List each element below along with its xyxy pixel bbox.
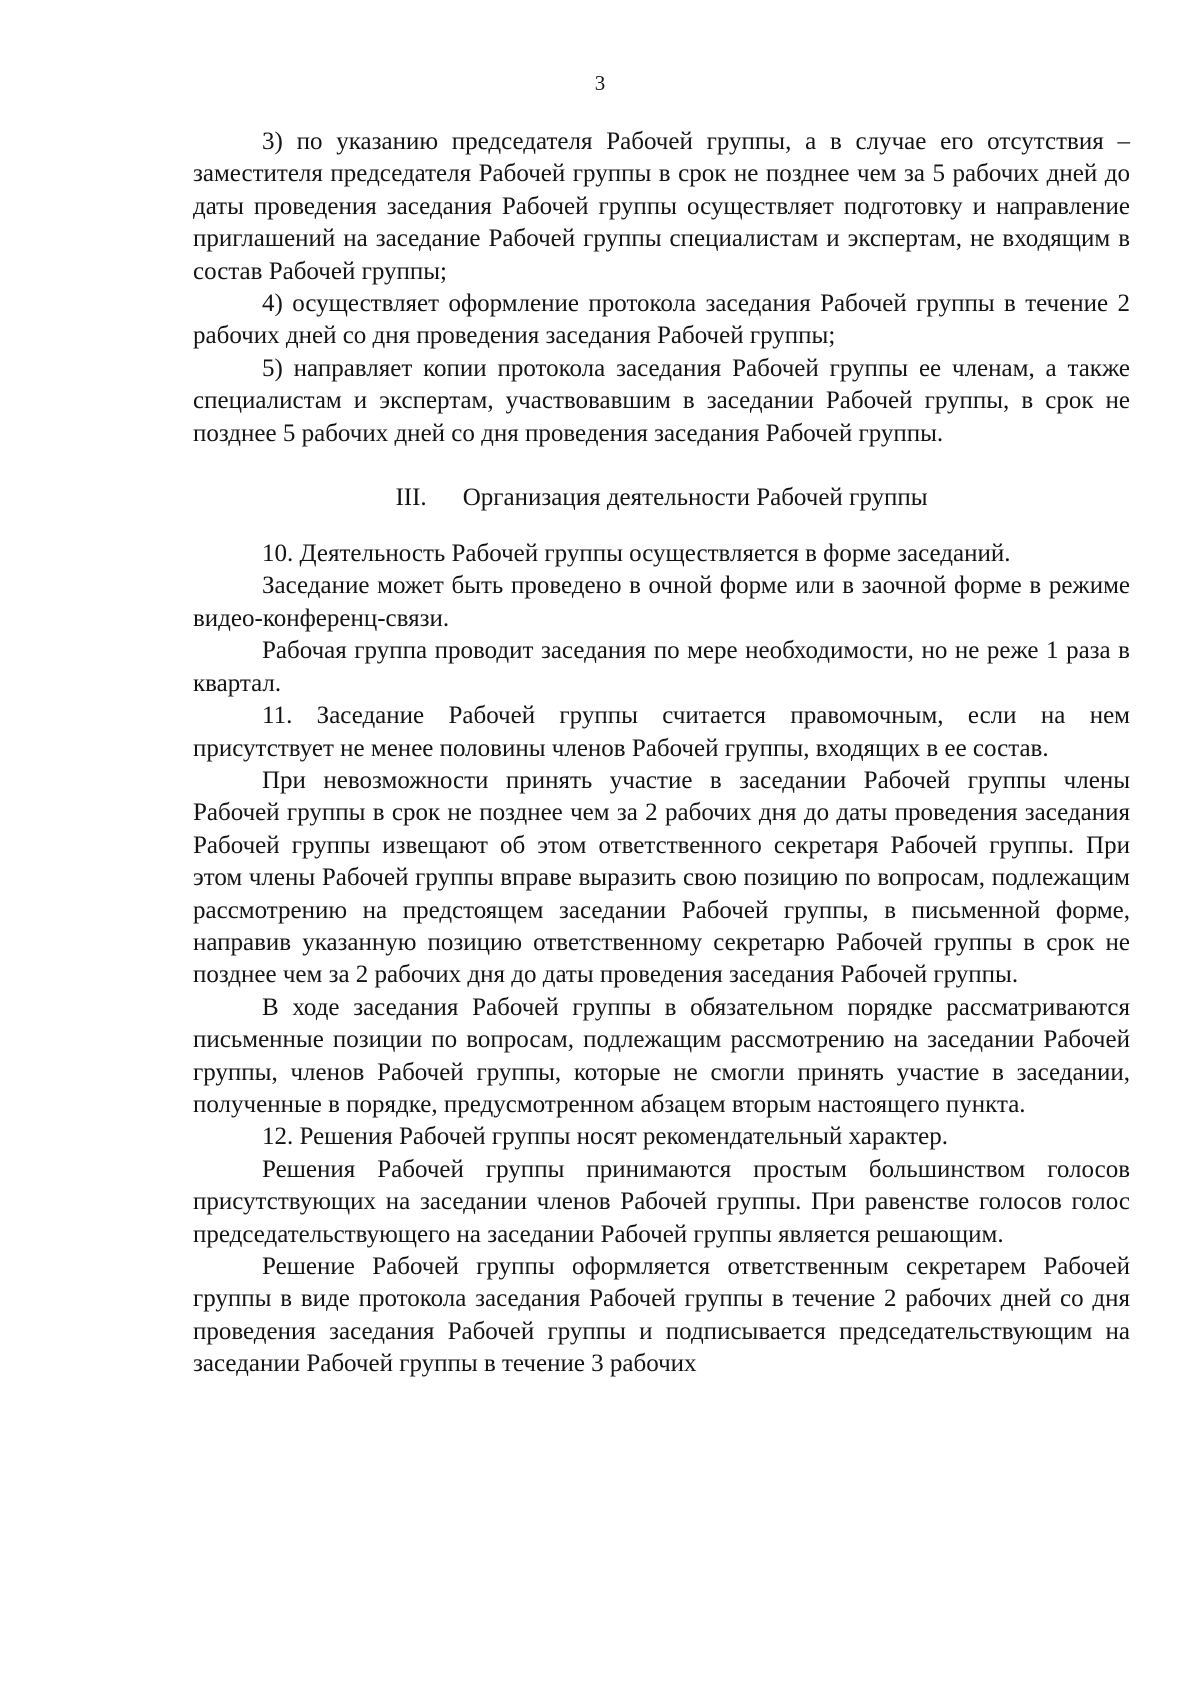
paragraph-11-absence: При невозможности принять участие в заседании Рабочей группы члены Рабочей группы в срок не позднее чем за 2 рабочих дня до даты проведения заседания Рабочей группы извещают об этом ответственного секретаря Рабочей группы. При этом члены Рабочей группы вправе выразить свою позицию по вопросам, подлежащим рассмотрению на предстоящем заседании Рабочей группы, в письменной форме, направив указанную позицию ответственному секретарю Рабочей группы в срок не позднее чем за 2 рабочих дня до даты проведения заседания Рабочей группы. <box>193 766 1130 989</box>
paragraph-11-written-positions: В ходе заседания Рабочей группы в обязательном порядке рассматриваются письменные позиции по вопросам, подлежащим рассмотрению на заседании Рабочей группы, членов Рабочей группы, которые не смогли принять участие в заседании, полученные в порядке, предусмотренном абзацем вторым настоящего пункта. <box>193 993 1130 1118</box>
paragraph-item-5: 5) направляет копии протокола заседания Рабочей группы ее членам, а также специалистам и экспертам, участвовавшим в заседании Рабочей группы, в срок не позднее 5 рабочих дней со дня проведения заседания Рабочей группы. <box>193 354 1130 447</box>
section-number: III. <box>395 484 427 512</box>
paragraph-item-4: 4) осуществляет оформление протокола заседания Рабочей группы в течение 2 рабочих дней со дня проведения заседания Рабочей группы; <box>193 290 1130 350</box>
paragraph-item-3: 3) по указанию председателя Рабочей группы, а в случае его отсутствия – заместителя председателя Рабочей группы в срок не позднее чем за 5 рабочих дней до даты проведения заседания Рабочей группы осуществляет подготовку и направление приглашений на заседание Рабочей группы специалистам и экспертам, не входящим в состав Рабочей группы; <box>193 128 1130 285</box>
paragraph-12-voting: Решения Рабочей группы принимаются простым большинством голосов присутствующих на заседании членов Рабочей группы. При равенстве голосов голос председательствующего на заседании Рабочей группы является решающим. <box>193 1155 1130 1248</box>
paragraph-11: 11. Заседание Рабочей группы считается правомочным, если на нем присутствует не менее половины членов Рабочей группы, входящих в ее состав. <box>193 702 1130 762</box>
paragraph-10: 10. Деятельность Рабочей группы осуществляется в форме заседаний. <box>262 540 1011 568</box>
section-heading <box>193 482 1130 514</box>
paragraph-12-protocol: Решение Рабочей группы оформляется ответственным секретарем Рабочей группы в виде протокола заседания Рабочей группы в течение 2 рабочих дней со дня проведения заседания Рабочей группы и подписывается председательствующим на заседании Рабочей группы в течение 3 рабочих <box>193 1253 1130 1378</box>
paragraph-12: 12. Решения Рабочей группы носят рекомендательный характер. <box>262 1123 949 1151</box>
paragraph-10-frequency: Рабочая группа проводит заседания по мере необходимости, но не реже 1 раза в квартал. <box>193 637 1130 697</box>
paragraph-10-meeting-form: Заседание может быть проведено в очной форме или в заочной форме в режиме видео-конференц-связи. <box>193 572 1130 632</box>
document-body <box>193 126 1130 1381</box>
section-title: Организация деятельности Рабочей группы <box>462 484 928 512</box>
page-number: 3 <box>594 71 606 95</box>
